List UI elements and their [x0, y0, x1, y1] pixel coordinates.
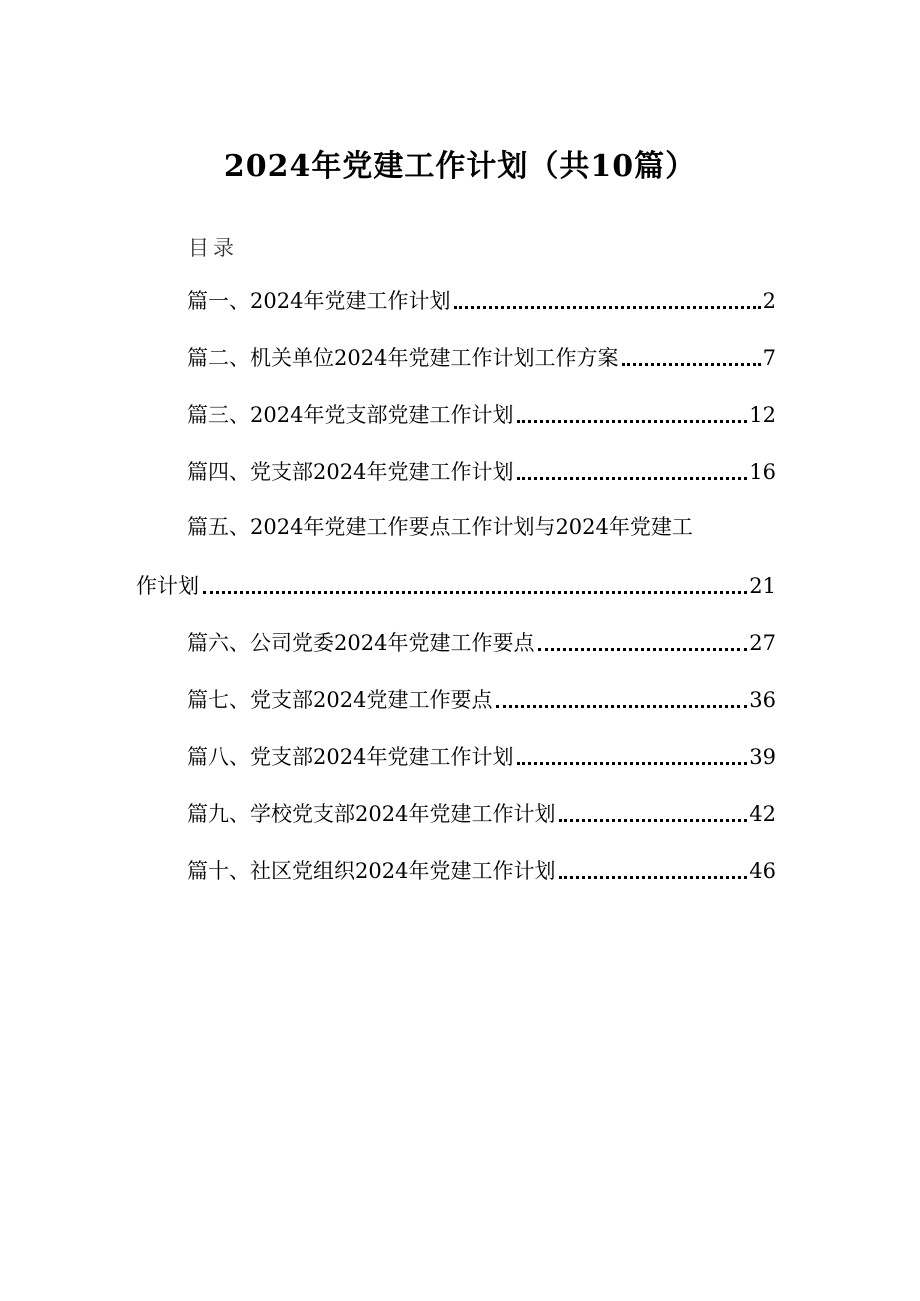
toc-entry-label: 篇九、学校党支部2024年党建工作计划 [187, 802, 556, 826]
toc-page-number: 42 [749, 802, 776, 826]
toc-page-number: 7 [762, 346, 776, 370]
toc-entry-label-line2: 作计划 [136, 574, 199, 598]
toc-entry-9[interactable] [187, 797, 776, 829]
toc-page-number: 39 [749, 745, 776, 769]
toc-leader-dots [496, 704, 747, 708]
toc-entry-label: 篇八、党支部2024年党建工作计划 [187, 745, 514, 769]
toc-leader-dots [622, 362, 760, 366]
toc-entry-label: 篇七、党支部2024党建工作要点 [187, 688, 493, 712]
toc-page-number: 21 [749, 574, 776, 598]
toc-page-number: 36 [749, 688, 776, 712]
toc-entry-10[interactable] [187, 854, 776, 886]
toc-entry-label: 篇三、2024年党支部党建工作计划 [187, 403, 514, 427]
toc-entry-7[interactable] [187, 683, 776, 715]
toc-leader-dots [517, 761, 747, 765]
document-title: 2024年党建工作计划（共10篇） [223, 149, 697, 184]
toc-entry-8[interactable] [187, 740, 776, 772]
toc-entry-label: 篇一、2024年党建工作计划 [187, 289, 451, 313]
toc-leader-dots [517, 419, 747, 423]
toc-page-number: 2 [762, 289, 776, 313]
toc-page-number: 16 [749, 460, 776, 484]
toc-page-number: 46 [749, 859, 776, 883]
toc-entry-4[interactable] [187, 455, 776, 487]
toc-page-number: 27 [749, 631, 776, 655]
toc-leader-dots [538, 647, 747, 651]
toc-entry-6[interactable] [187, 626, 776, 658]
toc-entry-5[interactable] [136, 512, 776, 598]
toc-leader-dots [454, 305, 760, 309]
toc-heading: 目录 [188, 236, 238, 260]
toc-entry-label: 篇十、社区党组织2024年党建工作计划 [187, 859, 556, 883]
toc-entry-label-line1: 篇五、2024年党建工作要点工作计划与2024年党建工 [187, 515, 693, 539]
toc-leader-dots [517, 476, 747, 480]
toc-page-number: 12 [749, 403, 776, 427]
toc-leader-dots [559, 818, 747, 822]
toc-entry-label: 篇四、党支部2024年党建工作计划 [187, 460, 514, 484]
toc-entry-label: 篇二、机关单位2024年党建工作计划工作方案 [187, 346, 619, 370]
toc-entry-2[interactable] [187, 341, 776, 373]
toc-entry-continuation [136, 569, 776, 601]
toc-entry-label: 篇六、公司党委2024年党建工作要点 [187, 631, 535, 655]
toc-leader-dots [203, 590, 747, 594]
toc-entry-3[interactable] [187, 398, 776, 430]
toc-leader-dots [559, 875, 747, 879]
toc-entry-1[interactable] [187, 284, 776, 316]
